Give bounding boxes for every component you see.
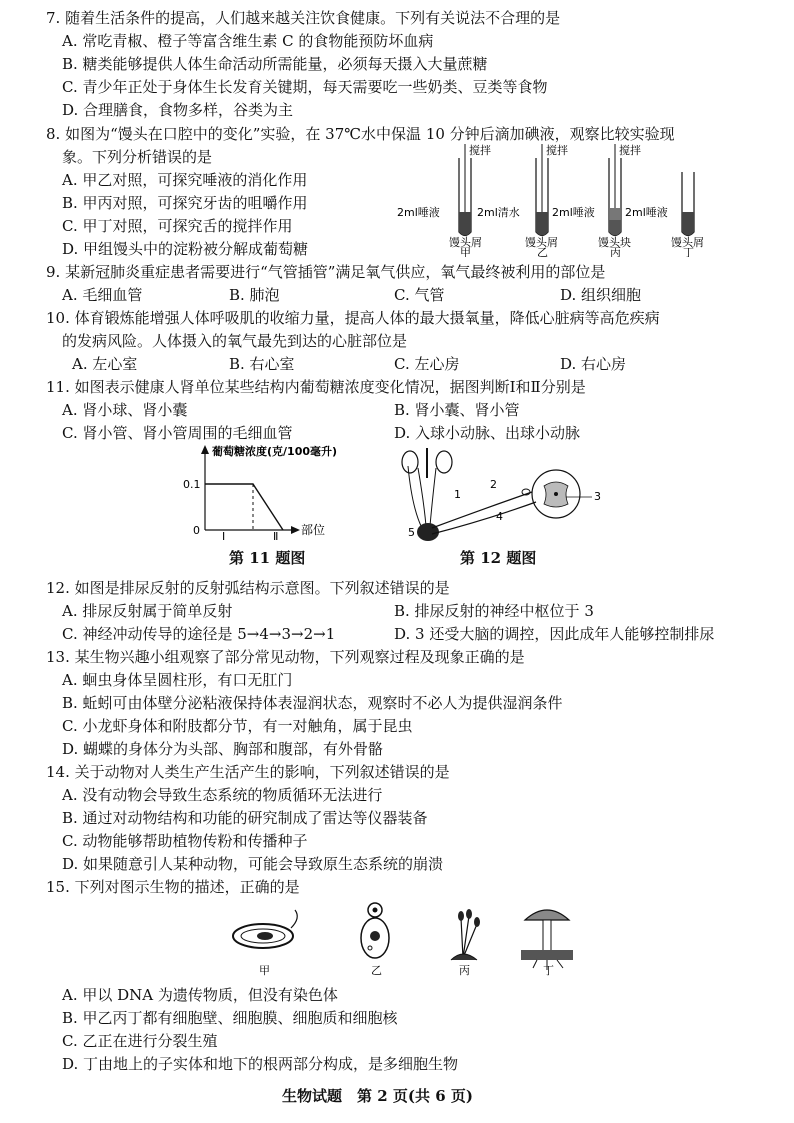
q13-option-c: C. 小龙虾身体和附肢都分节，有一对触角，属于昆虫 (62, 717, 413, 735)
tube-bing (552, 143, 641, 257)
tube-yi (477, 143, 568, 257)
q12-option-d: D. 3 还受大脑的调控，因此成年人能够控制排尿 (394, 625, 715, 643)
content-label: 馒头屑 (525, 236, 558, 249)
yeast-drawing (361, 903, 389, 958)
q9-option-b: B. 肺泡 (229, 286, 280, 304)
tube-ding (625, 172, 704, 257)
q8-option-a: A. 甲乙对照，可探究唾液的消化作用 (62, 171, 308, 189)
q14-option-b: B. 通过对动物结构和功能的研究制成了雷达等仪器装备 (62, 809, 428, 827)
group-label: 甲 (460, 246, 471, 257)
q8-option-b: B. 甲丙对照，可探究牙齿的咀嚼作用 (62, 194, 308, 212)
q15-option-c: C. 乙正在进行分裂生殖 (62, 1032, 218, 1050)
q7-option-b: B. 糖类能够提供人体生命活动所需能量，必须每天摄入大量蔗糖 (62, 55, 488, 73)
liquid-label: 2ml清水 (477, 206, 520, 219)
q14-option-d: D. 如果随意引人某种动物，可能会导致原生态系统的崩溃 (62, 855, 444, 873)
fig12-label-1: 1 (454, 488, 461, 501)
organism-label-yi: 乙 (371, 964, 382, 977)
fig11-ylabel: 葡萄糖浓度(克/100毫升) (212, 445, 338, 458)
stir-label: 搅拌 (469, 144, 491, 157)
fig11-caption: 第 11 题图 (229, 549, 306, 567)
page-footer: 生物试题 第 2 页(共 6 页) (282, 1087, 473, 1105)
fig12-reflex-arc (396, 448, 606, 548)
q15-option-a: A. 甲以 DNA 为遗传物质，但没有染色体 (62, 986, 338, 1004)
liquid-label: 2ml唾液 (552, 206, 595, 219)
q15-stem: 15. 下列对图示生物的描述，正确的是 (46, 878, 300, 896)
q11-option-b: B. 肾小囊、肾小管 (394, 401, 520, 419)
mushroom-drawing (521, 910, 573, 970)
fig12-label-3: 3 (594, 490, 601, 503)
q7-stem: 7. 随着生活条件的提高，人们越来越关注饮食健康。下列有关说法不合理的是 (46, 9, 561, 27)
fig11-mark-2: Ⅱ (273, 530, 279, 542)
q11-option-a: A. 肾小球、肾小囊 (62, 401, 188, 419)
q9-option-d: D. 组织细胞 (560, 286, 642, 304)
stir-label: 搅拌 (546, 144, 568, 157)
q10-stem-line2: 的发病风险。人体摄入的氧气最先到达的心脏部位是 (62, 332, 408, 350)
q9-option-c: C. 气管 (394, 286, 445, 304)
q12-stem: 12. 如图是排尿反射的反射弧结构示意图。下列叙述错误的是 (46, 579, 450, 597)
fig11-origin: 0 (193, 524, 200, 537)
q10-stem-line1: 10. 体育锻炼能增强人体呼吸肌的收缩力量，提高人体的最大摄氧量，降低心脏病等高危疾病 (46, 309, 660, 327)
fig11-xlabel: 部位 (301, 523, 326, 537)
q11-stem: 11. 如图表示健康人肾单位某些结构内葡萄糖浓度变化情况，据图判断Ⅰ和Ⅱ分别是 (46, 378, 586, 396)
fig11-y-tick: 0.1 (183, 478, 201, 491)
fig12-label-5: 5 (408, 526, 415, 539)
q15-organisms-figure (225, 898, 605, 978)
moss-drawing (451, 909, 480, 960)
q7-option-c: C. 青少年正处于身体生长发育关键期，每天需要吃一些奶类、豆类等食物 (62, 78, 548, 96)
fig11-data-line (205, 484, 283, 530)
q10-option-a: A. 左心室 (72, 355, 138, 373)
q8-stem-line1: 8. 如图为“馒头在口腔中的变化”实验，在 37℃水中保温 10 分钟后滴加碘液，观察比较实验现 (46, 125, 675, 143)
q13-option-d: D. 蝴蝶的身体分为头部、胸部和腹部，有外骨骼 (62, 740, 384, 758)
group-label: 丁 (683, 246, 694, 257)
fig12-caption: 第 12 题图 (460, 549, 537, 567)
q11-option-c: C. 肾小管、肾小管周围的毛细血管 (62, 424, 293, 442)
q13-option-a: A. 蛔虫身体呈圆柱形，有口无肛门 (62, 671, 293, 689)
q8-option-c: C. 甲丁对照，可探究舌的搅拌作用 (62, 217, 293, 235)
q12-option-b: B. 排尿反射的神经中枢位于 3 (394, 602, 594, 620)
group-label: 乙 (537, 246, 548, 257)
q9-option-a: A. 毛细血管 (62, 286, 143, 304)
q9-stem: 9. 某新冠肺炎重症患者需要进行“气管插管”满足氧气供应，氧气最终被利用的部位是 (46, 263, 606, 281)
q15-option-b: B. 甲乙丙丁都有细胞壁、细胞膜、细胞质和细胞核 (62, 1009, 398, 1027)
content-label: 馒头块 (598, 236, 631, 249)
fig11-mark-1: Ⅰ (222, 530, 226, 542)
q12-option-c: C. 神经冲动传导的途径是 5→4→3→2→1 (62, 625, 336, 643)
fig12-label-4: 4 (496, 510, 503, 523)
q8-option-d: D. 甲组馒头中的淀粉被分解成葡萄糖 (62, 240, 309, 258)
tube-jia (397, 143, 491, 257)
content-label: 馒头屑 (671, 236, 704, 249)
fig12-label-2: 2 (490, 478, 497, 491)
q13-stem: 13. 某生物兴趣小组观察了部分常见动物，下列观察过程及现象正确的是 (46, 648, 525, 666)
q13-option-b: B. 蚯蚓可由体壁分泌粘液保持体表湿润状态，观察时不必人为提供湿润条件 (62, 694, 563, 712)
liquid-label: 2ml唾液 (625, 206, 668, 219)
q10-option-d: D. 右心房 (560, 355, 627, 373)
q14-option-a: A. 没有动物会导致生态系统的物质循环无法进行 (62, 786, 383, 804)
liquid-label: 2ml唾液 (397, 206, 440, 219)
q14-stem: 14. 关于动物对人类生产生活产生的影响，下列叙述错误的是 (46, 763, 450, 781)
q8-test-tube-figure (395, 142, 725, 257)
q7-option-a: A. 常吃青椒、橙子等富含维生素 C 的食物能预防坏血病 (62, 32, 434, 50)
q10-option-b: B. 右心室 (229, 355, 295, 373)
q12-option-a: A. 排尿反射属于简单反射 (62, 602, 233, 620)
spinal-cord-section (532, 470, 580, 518)
q7-option-d: D. 合理膳食，食物多样，谷类为主 (62, 101, 294, 119)
fig11-glucose-chart (175, 442, 355, 542)
bacterium-drawing (233, 910, 297, 948)
group-label: 丙 (610, 246, 621, 257)
q15-option-d: D. 丁由地上的子实体和地下的根两部分构成，是多细胞生物 (62, 1055, 459, 1073)
q14-option-c: C. 动物能够帮助植物传粉和传播种子 (62, 832, 308, 850)
organism-label-ding: 丁 (543, 964, 554, 977)
q11-option-d: D. 入球小动脉、出球小动脉 (394, 424, 581, 442)
content-label: 馒头屑 (449, 236, 482, 249)
organism-label-bing: 丙 (459, 964, 470, 977)
q10-option-c: C. 左心房 (394, 355, 460, 373)
q8-stem-line2: 象。下列分析错误的是 (62, 148, 213, 166)
stir-label: 搅拌 (619, 144, 641, 157)
organism-label-jia: 甲 (259, 964, 270, 977)
